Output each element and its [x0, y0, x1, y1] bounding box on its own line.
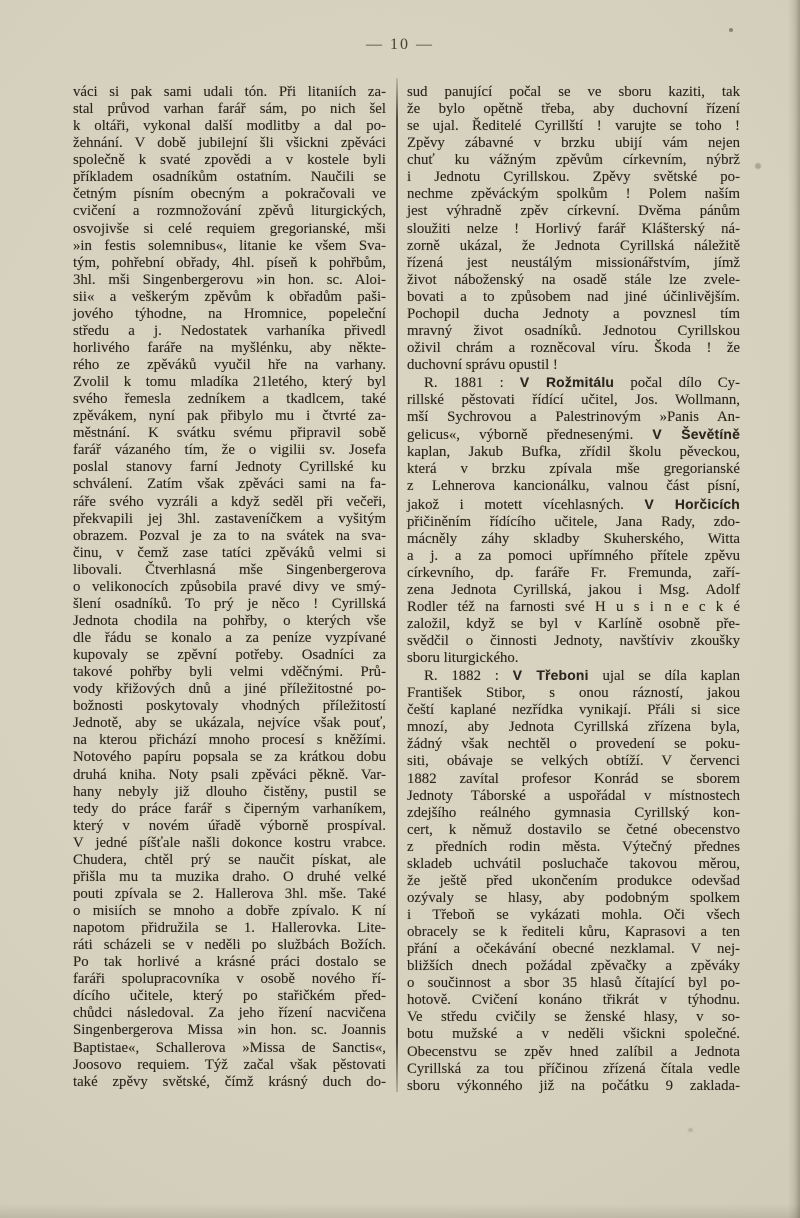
text-line: se ujal. Ředitelé Cyrillští ! varujte se toho ! [407, 118, 740, 135]
text-line: zena Jednota Cyrillská, jakou i Msg. Adolf [407, 581, 740, 598]
place-name-bold: V Ševětíně [652, 426, 740, 443]
text-line: mší Sychrovou a Palestrinovým »Panis An- [407, 409, 740, 426]
scan-edge-shadow-right [788, 0, 800, 1218]
text-line: Rodler též na farnosti své H u s i n e c k é [407, 598, 740, 615]
text-line: osvojivše si celé requiem gregorianské, mši [73, 220, 386, 237]
text-line: přišla mu ta muzika draho. O druhé velké [73, 868, 386, 885]
text-line: tedy do práce farář s čiperným varhaníkem, [73, 800, 386, 817]
text-line: přání a očekávání obecné nezklamal. V nej- [407, 941, 740, 958]
text-line: ozývaly se hlasy, aby podobným spolkem [407, 889, 740, 906]
text-line: Singenbergerova Missa »in hon. sc. Joannis [73, 1022, 386, 1039]
text-line: překvapili jej 3hl. zastaveníčkem a vyšitým [73, 510, 386, 527]
paragraph [73, 84, 386, 1091]
text-line: jového týhodne, na Hromnice, popeleční [73, 305, 386, 322]
text-line: také zpěvy světské, čímž krásný duch do- [73, 1073, 386, 1090]
text-line: poslal stanovy farní Jednoty Cyrillské ku [73, 459, 386, 476]
text-line: bovati a to způsobem nad jiné účinlivějším. [407, 288, 740, 305]
column-divider [396, 78, 398, 1092]
paragraph [407, 667, 740, 1095]
text-line: Chudera, chtěl prý se naučit pískat, ale [73, 851, 386, 868]
text-line: mnozí, aby Jednota Cyrillská zřízena byla, [407, 719, 740, 736]
text-line: R. 1882 : V Třeboni ujal se díla kaplan [424, 667, 741, 685]
scan-speck [755, 163, 761, 169]
text-line: »in festis solemnibus«, litanie ke všem Sva- [73, 237, 386, 254]
text-line: církevního, dp. faráře Fr. Fremunda, zaří- [407, 564, 740, 581]
text-line: která v brzku zpívala mše gregorianské [407, 461, 740, 478]
scan-speck [688, 1128, 693, 1132]
text-line: sboru výkonného již na počátku 9 zaklada- [407, 1077, 740, 1094]
text-line: činu, v čemž zase tatíci zpěváků velmi si [73, 544, 386, 561]
text-line: Baptistae«, Schallerova »Missa de Sanctis«, [73, 1039, 386, 1056]
text-line: faráři spolupracovníka v osobě nového ří- [73, 971, 386, 988]
scan-speck [262, 172, 266, 175]
text-line: o velikonocích způsobila pravé divy ve smý- [73, 578, 386, 595]
text-line: na kterou přichází mnoho procesí s kněžími. [73, 732, 386, 749]
text-line: V jedné píšťale našli dokonce kostru vrabce. [73, 834, 386, 851]
text-line: který v novém úřadě výborně prospíval. [73, 817, 386, 834]
text-line: Zvolil k tomu mladíka 21letého, který byl [73, 374, 386, 391]
text-line: zpěvákem, nyní pak přibylo mu i čtvrté za- [73, 408, 386, 425]
text-line: sud panující počal se ve sboru kaziti, tak [407, 84, 740, 100]
text-line: R. 1881 : V Rožmitálu počal dílo Cy- [424, 374, 740, 392]
text-line: čeští kaplané nezřídka vynikají. Přáli si sice [407, 702, 740, 719]
text-line: dícího učitele, který po stařičkém před- [73, 988, 386, 1005]
text-line: mácněly záhy skladby Skuherského, Witta [407, 530, 740, 547]
text-line: vody křižových dnů a jiné příležitostné po- [73, 681, 386, 698]
text-line: takové pohřby byli velmi vděčnými. Prů- [73, 664, 386, 681]
text-line: 1882 zavítal profesor Konrád se sborem [407, 770, 740, 787]
text-line: bližších dnech požádal zpěvačky a zpěváky [407, 958, 740, 975]
text-line: a j. a za pomoci upřímného přítele zpěvu [407, 547, 740, 564]
text-line: zdejšího reálného gymnasia Cyrillský kon- [407, 804, 740, 821]
text-line: Notového papíru popsala se za krátkou dobu [73, 749, 386, 766]
text-line: stal průvod varhan farář sám, po nich šel [73, 101, 386, 118]
text-line: šlení osadníků. To prý je něco ! Cyrillská [73, 595, 386, 612]
text-line: že bylo opětně třeba, aby duchovní řízení [407, 101, 740, 118]
text-line: hany nebyly již dlouho čistěny, pustil se [73, 783, 386, 800]
text-line: Pochopil ducha Jednoty a povznesl tím [407, 305, 740, 322]
text-line: váci si pak sami udali tón. Při litaniích za- [73, 84, 386, 100]
paragraph [407, 374, 740, 667]
text-line: Zpěvy zábavné v brzku ubijí vám nejen [407, 135, 740, 152]
text-line: že ještě před ukončením produkce odevšad [407, 872, 740, 889]
text-line: František Stibor, s onou rázností, jakou [407, 685, 740, 702]
text-line: mravný život osadníků. Jednotou Cyrillskou [407, 322, 740, 339]
text-line: nechme zpěváckým spolkům ! Polem naším [407, 186, 740, 203]
text-line: z Lehnerova kancionálku, valnou část písní, [407, 478, 740, 495]
text-line: z předních rodin města. Výtečný přednes [407, 838, 740, 855]
text-line: život náboženský na osadě stále lze zvele- [407, 271, 740, 288]
text-line: obrazem. Pozval je za to na svátek na sva- [73, 527, 386, 544]
text-line: chuť ku vážným zpěvům církevním, nýbrž [407, 152, 740, 169]
text-line: ráti scházeli se v neděli po službách Božích. [73, 937, 386, 954]
text-line: siti, obávaje se velkých obtíží. V červenci [407, 753, 740, 770]
text-line: Joosovo requiem. Týž začal však pěstovati [73, 1056, 386, 1073]
place-name-bold: V Třeboni [512, 667, 589, 684]
text-line: Jednotě, aby se ukázala, nejvíce však pouť, [73, 715, 386, 732]
text-line: o součinnost a sbor 35 hlasů čítající byl po- [407, 975, 740, 992]
text-line: tým, pohřební obřady, 4hl. píseň k pohřbům, [73, 254, 386, 271]
text-line: farář vázaného tím, že o vigilii sv. Josefa [73, 442, 386, 459]
text-line: městnání. K svátku svému připravil sobě [73, 425, 386, 442]
text-line: duchovní správu opustil ! [407, 357, 558, 373]
text-line: zorně ukázal, že Jednota Cyrillská náležitě [407, 237, 740, 254]
page-number: — 10 — [366, 36, 434, 53]
text-line: ráře svého vyzráli a když seděl při večeři, [73, 493, 386, 510]
place-name-bold: V Horčicích [644, 495, 740, 512]
text-line: žádný však nechtěl o provedení se poku- [407, 736, 740, 753]
text-line: cvičení a rozmnožování zpěvů liturgických, [73, 203, 386, 220]
text-line: žehnání. V době jubilejní šli všickni zpěváci [73, 135, 386, 152]
text-line: napotom přidružila se 1. Hallerovka. Lite- [73, 920, 386, 937]
text-line: skladeb uchvátil posluchače takovou měrou, [407, 855, 740, 872]
text-line: pouti zpívala se 2. Hallerova 3hl. mše. Také [73, 885, 386, 902]
text-line: Po tak horlivé a krásné práci dostalo se [73, 954, 386, 971]
scan-speck [729, 28, 733, 32]
text-line: schválení. Zatím však zpěváci sami na fa- [73, 476, 386, 493]
text-line: společně k svaté zpovědi a v kostele byli [73, 152, 386, 169]
text-line: sloužiti nelze ! Horlivý farář Klášterský ná- [407, 220, 740, 237]
text-line: jakož i motett vícehlasných. V Horčicích [407, 495, 740, 513]
text-line: Jednota chodila na pohřby, o kterých vše [73, 612, 386, 629]
text-line: rého ze zpěváků vyučil hře na varhany. [73, 357, 386, 373]
text-line: kupovaly se zpěvní potřeby. Osadníci za [73, 647, 386, 664]
paragraph [407, 84, 740, 374]
text-line: i Jednotu Cyrillskou. Zpěvy světské po- [407, 169, 740, 186]
text-line: příkladem osadníkům ostatním. Naučili se [73, 169, 386, 186]
text-line: cert, k němuž dostavilo se četné obecenstvo [407, 821, 740, 838]
text-line: sboru liturgického. [407, 650, 519, 667]
text-line: založil, když se byl v Karlíně osobně pře- [407, 615, 740, 632]
text-line: četným písním obecným a pokračovali ve [73, 186, 386, 203]
text-line: libovali. Čtverhlasná mše Singenbergerova [73, 561, 386, 578]
text-line: přičiněním řídícího učitele, Jana Rady, zdo- [407, 513, 740, 530]
text-line: řízená jest neustálým missionářstvím, jímž [407, 254, 740, 271]
text-line: Cyrillská za tou příčinou zřízená čítala vedle [407, 1060, 740, 1077]
text-line: svého řemesla zedníkem a tkadlcem, také [73, 391, 386, 408]
text-line: Obecenstvu se zpěv hned zalíbil a Jednota [407, 1043, 740, 1060]
text-line: gelicus«, výborně přednesenými. V Ševětíně [407, 426, 740, 444]
right-column [407, 84, 740, 1095]
left-column [73, 84, 386, 1091]
text-line: druhá kniha. Noty psali zpěváci pěkně. Var- [73, 766, 386, 783]
text-line: středu a j. Nedostatek varhaníka přivedl [73, 322, 386, 339]
text-line: sii« a veškerým zpěvům k obřadům paši- [73, 288, 386, 305]
text-line: svědčil o činnosti Jednoty, navštíviv zkoušky [407, 633, 740, 649]
text-line: kaplan, Jakub Bufka, zřídil školu pěveckou, [407, 444, 740, 461]
text-line: božnosti poskytovaly vhodných příležitostí [73, 698, 386, 715]
text-line: hotově. Cvičení konáno třikrát v týhodnu. [407, 992, 740, 1009]
text-line: chůdci následoval. Za jeho řízení nacvičena [73, 1005, 386, 1022]
text-line: rillské pěstovati řídící učitel, Jos. Wollmann, [407, 392, 740, 409]
text-line: dle řádu se konalo a za peníze vyzpívané [73, 630, 386, 646]
text-line: k oltáři, vykonal další modlitby a dal po- [73, 118, 386, 135]
text-line: i Třeboň se vykázati mohla. Oči všech [407, 907, 740, 923]
text-line: jest výhradně zpěv církevní. Dvěma pánům [407, 203, 740, 220]
text-line: obracely se k řediteli kůru, Kaprasovi a ten [407, 924, 740, 941]
text-line: oživil chrám a rozněcoval víru. Škoda ! že [407, 339, 740, 356]
text-line: botu mužské a v neděli všickni společné. [407, 1026, 740, 1043]
text-line: horlivého faráře na myšlénku, aby někte- [73, 339, 386, 356]
text-line: Jednoty Táborské a uspořádal v místnostech [407, 787, 740, 804]
text-line: 3hl. mši Singenbergerovu »in hon. sc. Aloi- [73, 271, 386, 288]
scan-edge-shadow-bottom [0, 1204, 800, 1218]
text-line: o misiích se mnoho a dobře zpívalo. K ní [73, 903, 386, 919]
place-name-bold: V Rožmitálu [519, 374, 615, 391]
text-line: Ve středu cvičily se ženské hlasy, v so- [407, 1009, 740, 1026]
